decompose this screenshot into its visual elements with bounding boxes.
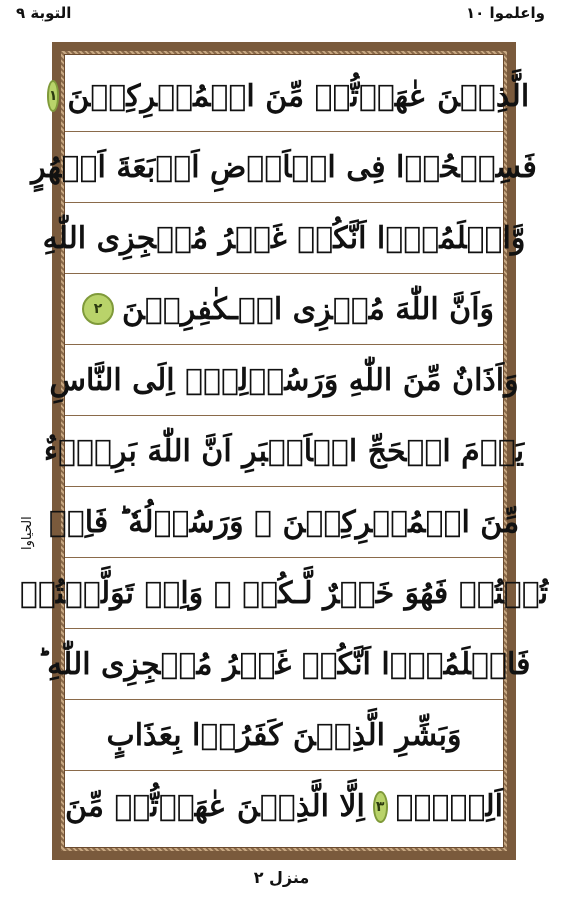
- ayah-number-marker: ١: [47, 80, 60, 112]
- quran-line: [65, 274, 503, 345]
- verse-text: وَاَنَّ اللّٰهَ مُخۡزِى الۡـكٰفِرِيۡنَ: [121, 291, 495, 327]
- verse-text: فَسِيۡحُوۡا فِى الۡاَرۡضِ اَرۡبَعَةَ اَشۡهُرٍ: [31, 149, 537, 185]
- quran-line: [37, 629, 531, 700]
- verse-text: وَّاعۡلَمُوۡۤا اَنَّكُمۡ غَيۡرُ مُعۡجِزِى اللّٰهِ: [42, 220, 526, 256]
- quran-line: [48, 61, 530, 132]
- quran-line: [31, 132, 537, 203]
- verse-text: وَبَشِّرِ الَّذِيۡنَ كَفَرُوۡا بِعَذَابٍ: [106, 717, 462, 753]
- verse-text: اِلَّا الَّذِيۡنَ عٰهَدۡتُّمۡ مِّنَ: [65, 789, 365, 824]
- side-marker: الحياوا: [20, 516, 35, 550]
- verse-text: تُبۡتُمۡ فَهُوَ خَيۡرٌ لَّـكُمۡ ۚ وَاِنۡ تَوَلَّيۡتُمۡ: [19, 575, 549, 611]
- surah-header: التوبة ٩: [16, 4, 72, 22]
- quran-line: [42, 203, 526, 274]
- manzil-footer: منزل ٢: [253, 868, 310, 887]
- juz-header: واعلموا ١٠: [466, 4, 545, 22]
- ayah-number-marker: ٣: [373, 791, 388, 823]
- verse-text: يَوۡمَ الۡحَجِّ الۡاَكۡبَرِ اَنَّ اللّٰهَ بَرِىۡٓءٌ: [43, 433, 525, 469]
- verse-text: اَلِيۡمٍۙ: [395, 789, 503, 824]
- verse-text: فَاعۡلَمُوۡۤا اَنَّكُمۡ غَيۡرُ مُعۡجِزِى اللّٰهِ ؕ: [37, 646, 531, 682]
- quran-line: [48, 487, 520, 558]
- quran-line: [43, 416, 525, 487]
- verse-text: مِّنَ الۡمُشۡرِكِيۡنَ ۙ وَرَسُوۡلُهٗ ؕ فَاِنۡ: [48, 504, 520, 540]
- quran-line: [65, 700, 503, 771]
- ayah-number-marker: ٢: [82, 293, 114, 325]
- verse-text: وَاَذَانٌ مِّنَ اللّٰهِ وَرَسُوۡلِهٖۤ اِلَى النَّاسِ: [49, 362, 519, 398]
- verse-text: الَّذِيۡنَ عٰهَدۡتُّمۡ مِّنَ الۡمُشۡرِكِيۡنَ: [67, 78, 530, 114]
- quran-line: [65, 771, 503, 842]
- quran-line: [19, 558, 549, 629]
- quran-line: [49, 345, 519, 416]
